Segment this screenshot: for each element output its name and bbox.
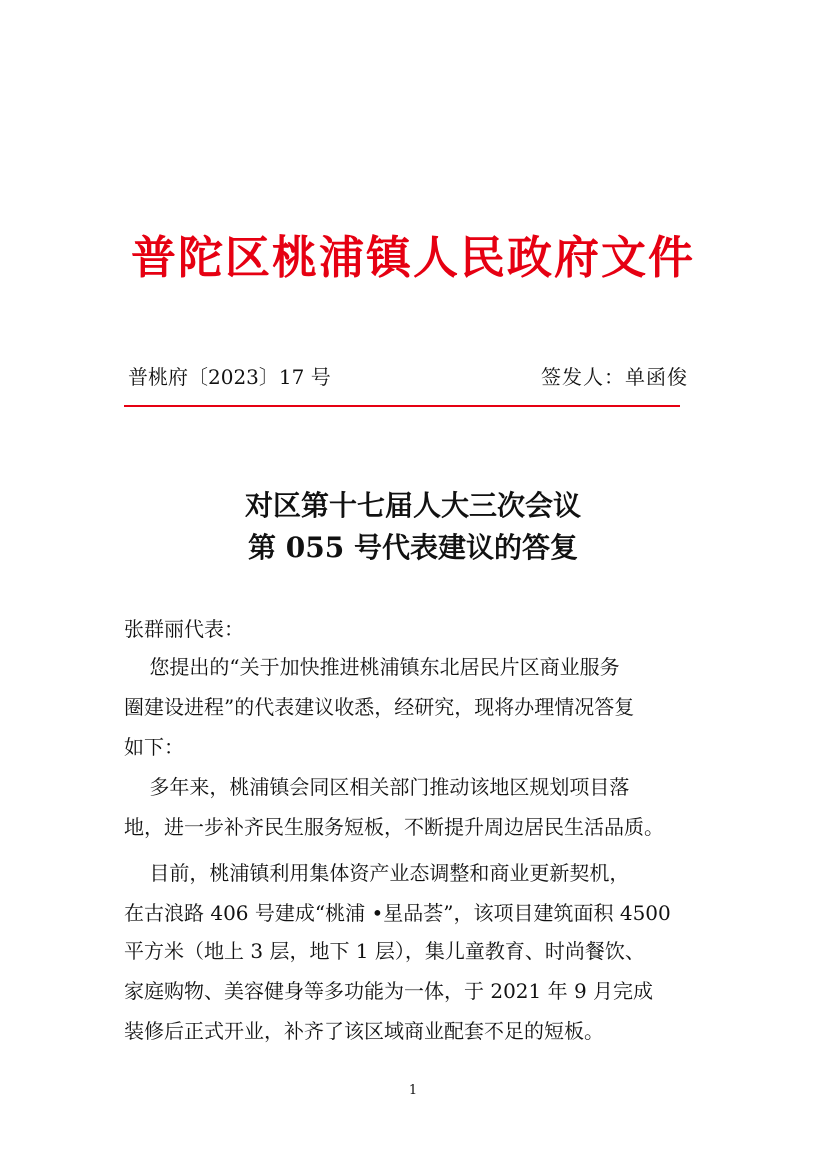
page-number: 1: [408, 1083, 418, 1098]
signer: 签发人：单函俊: [541, 365, 688, 389]
body-line: 装修后正式开业，补齐了该区域商业配套不足的短板。: [124, 1019, 604, 1043]
body-line: 目前，桃浦镇利用集体资产业态调整和商业更新契机，: [124, 861, 630, 885]
body-line: 在古浪路 406 号建成“桃浦 •星品荟”，该项目建筑面积 4500: [124, 901, 671, 925]
body-line: 家庭购物、美容健身等多功能为一体，于 2021 年 9 月完成: [124, 979, 654, 1003]
body-line: 圈建设进程”的代表建议收悉，经研究，现将办理情况答复: [124, 695, 635, 719]
body-line: 平方米（地上 3 层，地下 1 层），集儿童教育、时尚餐饮、: [124, 939, 645, 963]
document-title-line-1: 对区第十七届人大三次会议: [244, 489, 581, 522]
document-title-line-2: 第 055 号代表建议的答复: [248, 531, 578, 564]
document-number: 普桃府〔2023〕17 号: [128, 365, 331, 389]
body-line: 如下：: [124, 735, 184, 759]
body-line: 多年来，桃浦镇会同区相关部门推动该地区规划项目落: [124, 775, 630, 799]
red-separator-line: [124, 405, 680, 407]
red-header-title: 普陀区桃浦镇人民政府文件: [130, 231, 695, 284]
document-number-row: [128, 362, 688, 392]
body-line: 您提出的“关于加快推进桃浦镇东北居民片区商业服务: [124, 655, 620, 679]
salutation: 张群丽代表：: [124, 617, 244, 641]
body-line: 地，进一步补齐民生服务短板，不断提升周边居民生活品质。: [124, 815, 664, 839]
